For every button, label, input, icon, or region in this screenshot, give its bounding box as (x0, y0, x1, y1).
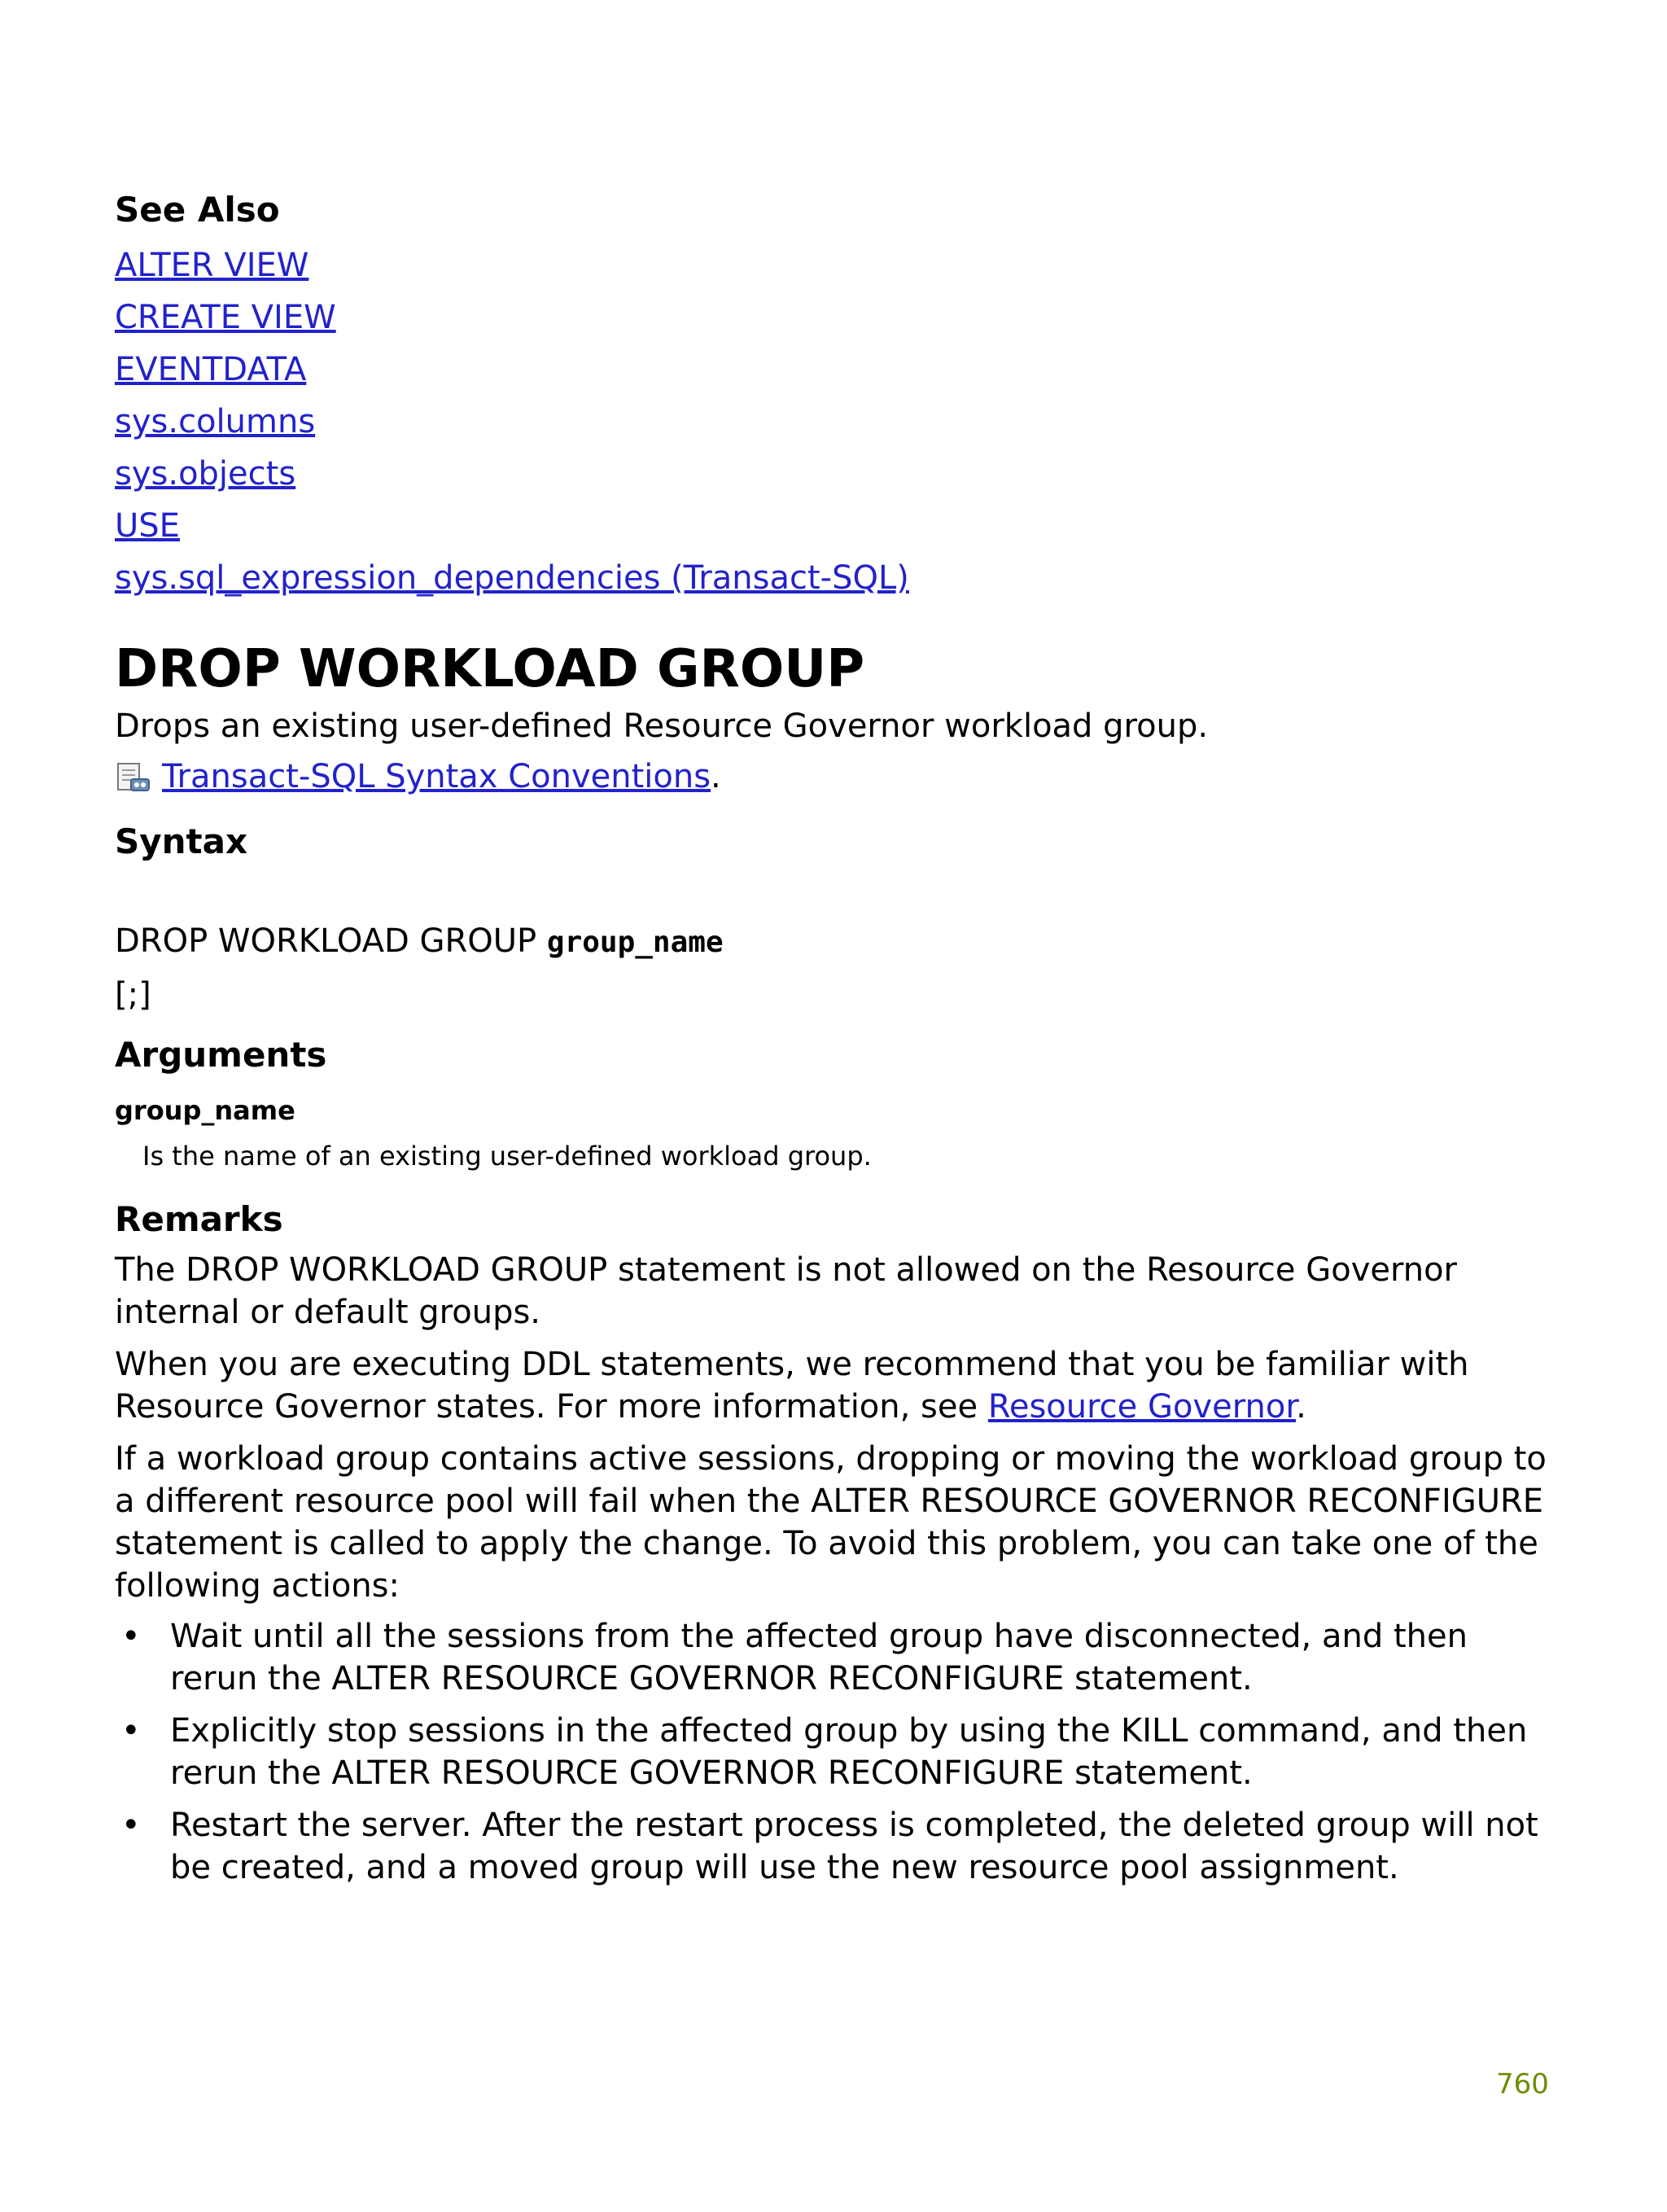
page-number: 760 (1496, 2068, 1549, 2100)
topic-title: DROP WORKLOAD GROUP (115, 639, 865, 699)
conventions-suffix: . (711, 758, 721, 795)
link-sql-expression-dependencies[interactable]: sys.sql_expression_dependencies (Transact-SQL) (115, 559, 909, 597)
see-also-item (115, 552, 1564, 604)
see-also-item (115, 500, 1564, 552)
page-content (115, 187, 1564, 1899)
link-resource-governor[interactable]: Resource Governor (987, 1388, 1297, 1426)
remarks-paragraph-3: If a workload group contains active sessions, dropping or moving the workload group to a different resource pool will fail when the ALTER RESOURCE GOVERNOR RECONFIGURE statement is called to apply the change. To avoid this problem, you can take one of the following actions: (115, 1440, 1547, 1605)
list-item-text: Explicitly stop sessions in the affected group by using the KILL command, and then rerun the ALTER RESOURCE GOVERNOR RECONFIGURE statement. (170, 1712, 1528, 1792)
conventions-line (115, 754, 1564, 799)
see-also-item (115, 344, 1564, 396)
see-also-list (115, 239, 1564, 604)
link-syntax-conventions[interactable]: Transact-SQL Syntax Conventions (162, 758, 711, 795)
link-create-view[interactable]: CREATE VIEW (115, 299, 336, 336)
arguments-heading: Arguments (115, 1035, 327, 1075)
syntax-line-1 (115, 915, 1564, 969)
bullet-icon: • (121, 1712, 141, 1750)
actions-list (115, 1615, 1564, 1889)
remarks-paragraph-2-suffix: . (1296, 1388, 1306, 1426)
see-also-heading: See Also (115, 190, 280, 230)
remarks-paragraph-2 (115, 1343, 1564, 1428)
link-eventdata[interactable]: EVENTDATA (115, 351, 307, 388)
list-item (115, 1710, 1564, 1794)
document-link-icon (115, 760, 152, 793)
link-sys-columns[interactable]: sys.columns (115, 403, 316, 440)
link-sys-objects[interactable]: sys.objects (115, 455, 296, 493)
bullet-icon: • (121, 1618, 141, 1655)
see-also-item (115, 239, 1564, 291)
see-also-item (115, 396, 1564, 448)
remarks-paragraph-1: The DROP WORKLOAD GROUP statement is not allowed on the Resource Governor internal or default groups. (115, 1251, 1457, 1331)
syntax-code-block (115, 915, 1564, 1021)
argument-term: group_name (115, 1095, 295, 1126)
syntax-statement: DROP WORKLOAD GROUP (115, 922, 547, 960)
link-alter-view[interactable]: ALTER VIEW (115, 247, 309, 284)
argument-definition: Is the name of an existing user-defined workload group. (142, 1141, 872, 1172)
remarks-heading: Remarks (115, 1199, 283, 1239)
see-also-item (115, 291, 1564, 344)
syntax-argument: group_name (546, 926, 724, 959)
list-item-text: Wait until all the sessions from the affected group have disconnected, and then rerun the ALTER RESOURCE GOVERNOR RECONFIGURE statement. (170, 1618, 1468, 1697)
see-also-item (115, 448, 1564, 500)
remarks-paragraph-2-text: When you are executing DDL statements, we recommend that you be familiar with Resource Governor states. For more information, see (115, 1346, 1469, 1426)
list-item-text: Restart the server. After the restart process is completed, the deleted group will not be created, and a moved group will use the new resource pool assignment. (170, 1807, 1538, 1886)
topic-summary: Drops an existing user-defined Resource Governor workload group. (115, 707, 1209, 745)
syntax-terminator: [;] (115, 976, 151, 1014)
list-item (115, 1804, 1564, 1889)
list-item (115, 1615, 1564, 1700)
bullet-icon: • (121, 1807, 141, 1844)
syntax-heading: Syntax (115, 821, 248, 861)
link-use[interactable]: USE (115, 507, 180, 545)
